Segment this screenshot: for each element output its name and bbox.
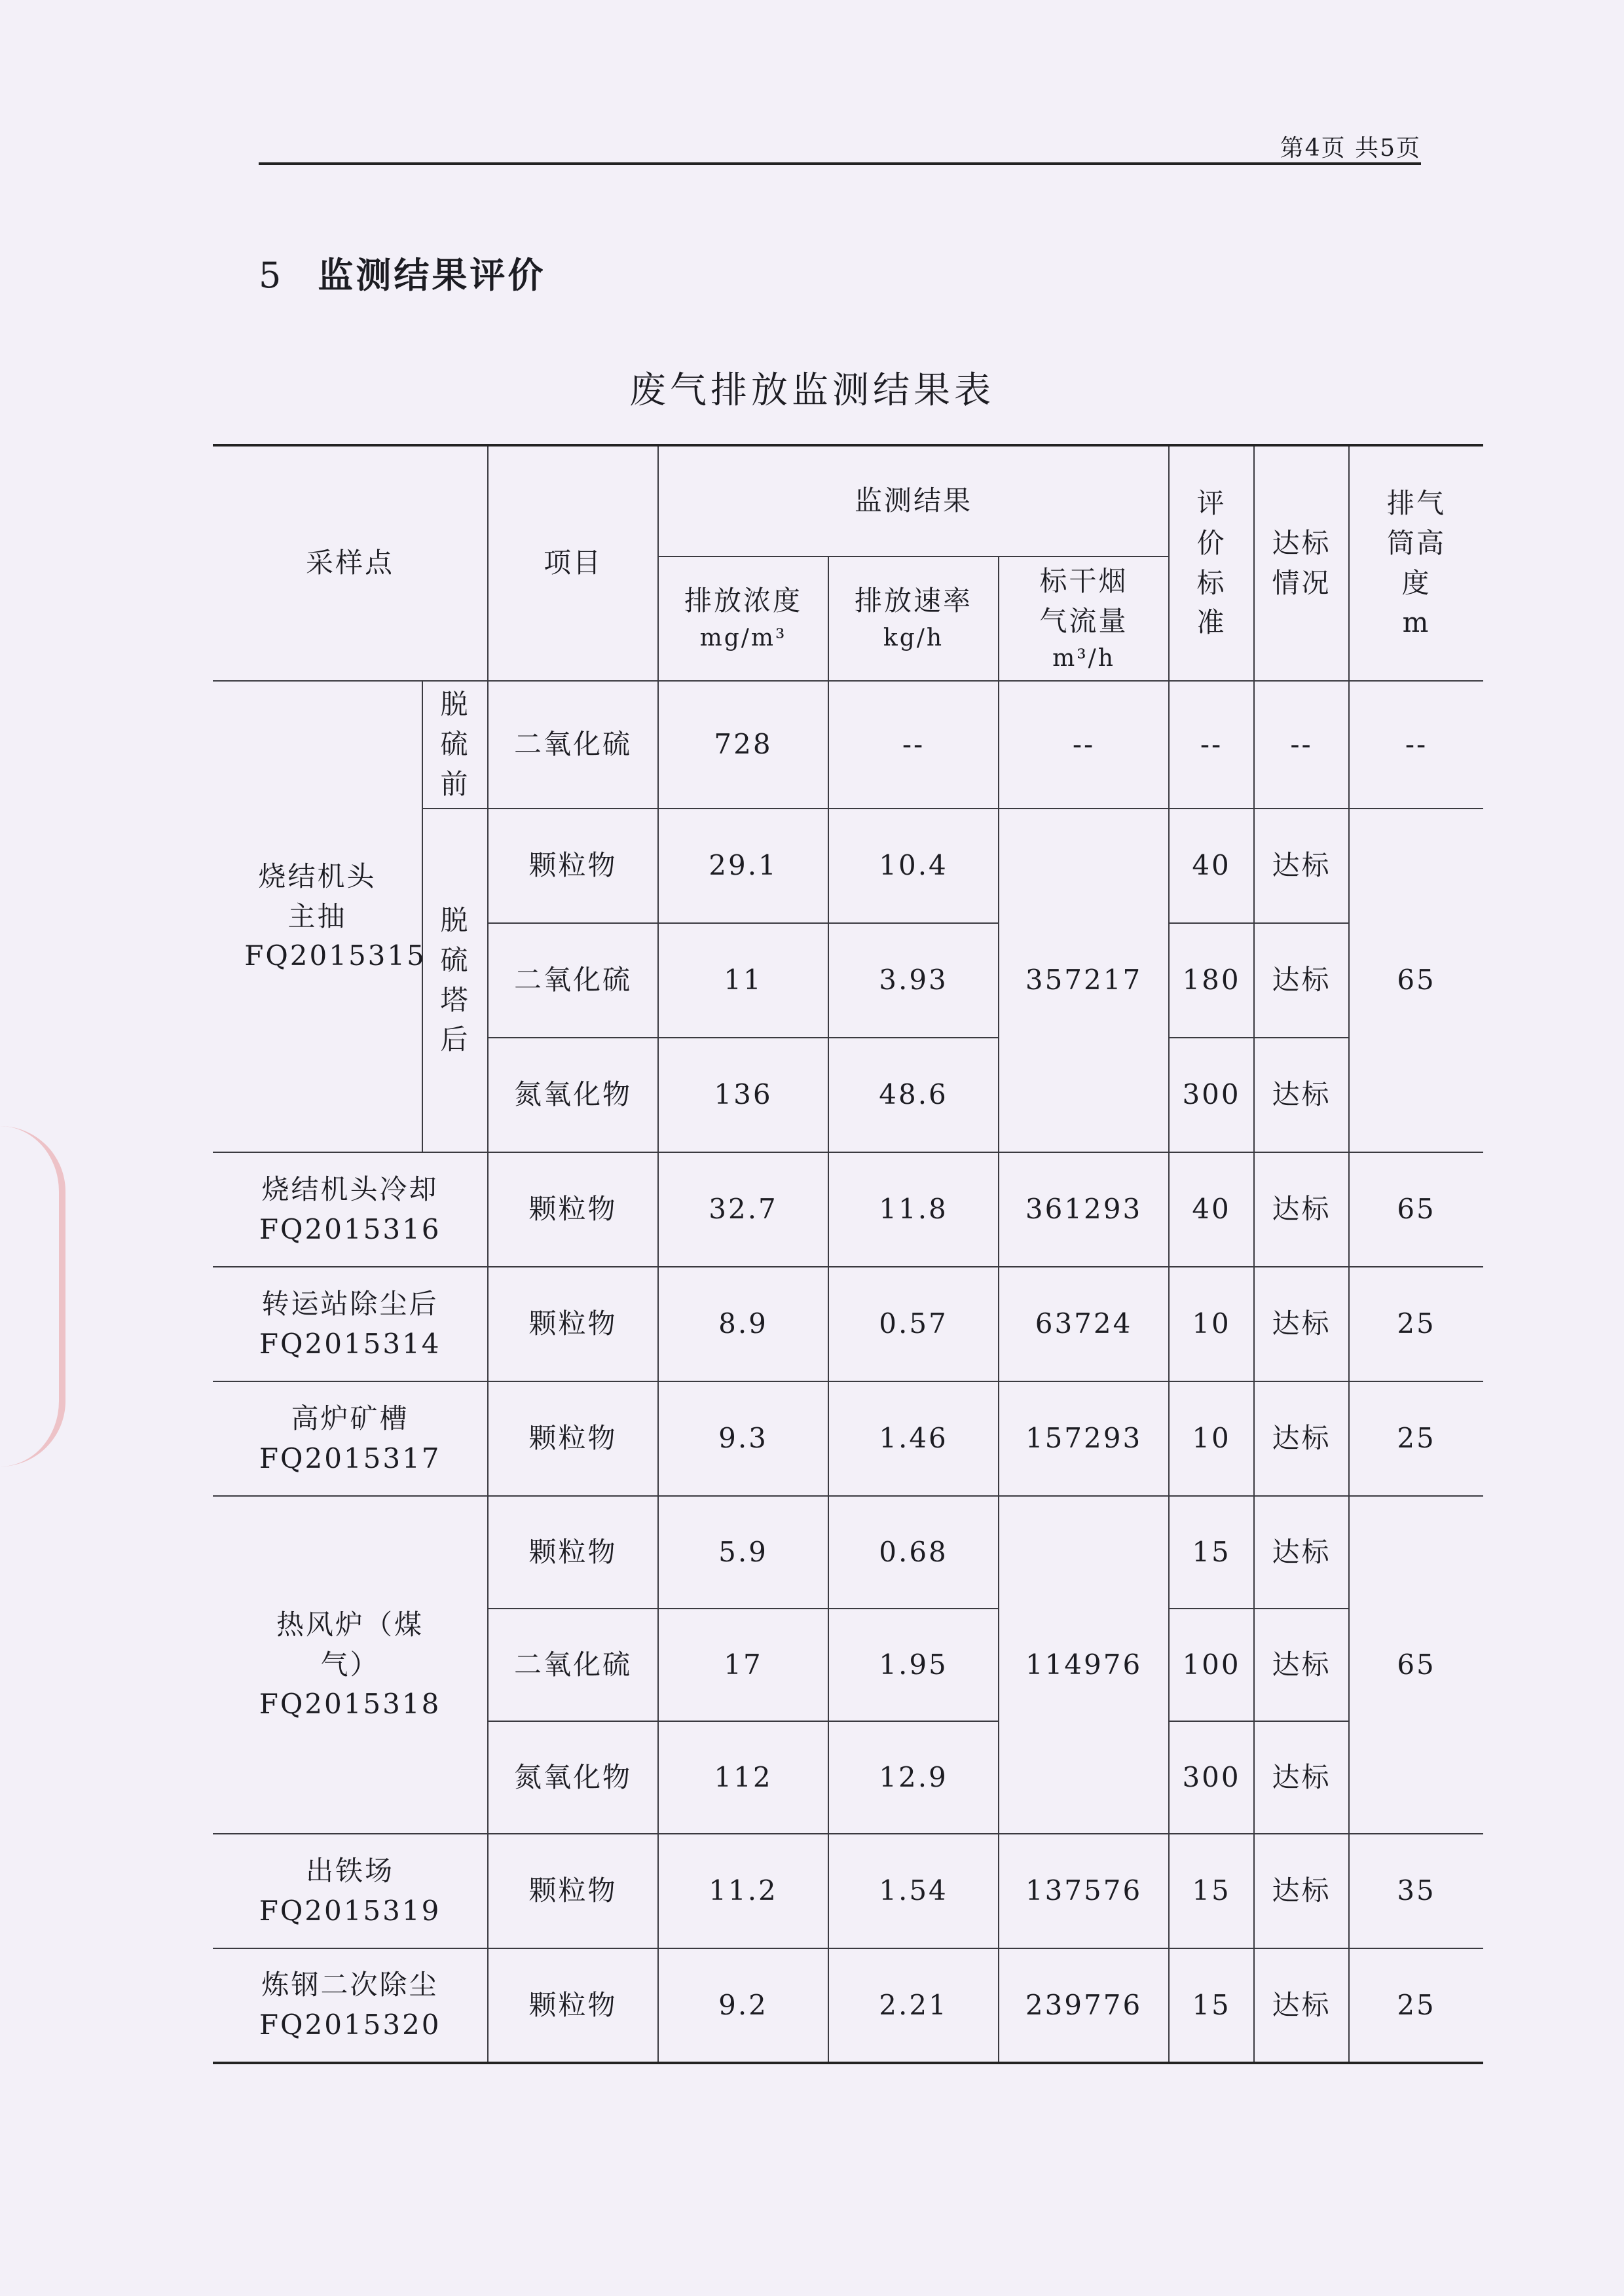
height-cell: 65 <box>1349 809 1483 1152</box>
table-row <box>213 1834 1483 1948</box>
rate-cell: 1.95 <box>828 1609 999 1721</box>
header-flow-unit: m³/h <box>1052 644 1115 672</box>
standard-cell: 40 <box>1169 1152 1254 1267</box>
sampling-point-cell <box>213 1948 488 2063</box>
standard-cell: -- <box>1169 681 1254 809</box>
concentration-cell: 9.2 <box>658 1948 828 2063</box>
stage-cell <box>422 809 488 1152</box>
standard-cell: 15 <box>1169 1834 1254 1948</box>
stage-name: 脱硫前 <box>440 688 470 800</box>
flow-cell: 137576 <box>999 1834 1169 1948</box>
header-rule <box>259 162 1421 165</box>
header-flow <box>999 556 1169 681</box>
flow-cell: 63724 <box>999 1267 1169 1381</box>
seal-watermark <box>0 1126 65 1467</box>
standard-cell: 15 <box>1169 1948 1254 2063</box>
height-cell: 35 <box>1349 1834 1483 1948</box>
item-cell: 颗粒物 <box>488 1381 658 1496</box>
compliance-cell: 达标 <box>1254 1038 1349 1152</box>
height-cell: 25 <box>1349 1381 1483 1496</box>
compliance-cell: 达标 <box>1254 1834 1349 1948</box>
header-standard <box>1169 445 1254 681</box>
concentration-cell: 136 <box>658 1038 828 1152</box>
height-cell: 65 <box>1349 1152 1483 1267</box>
rate-cell: 0.57 <box>828 1267 999 1381</box>
header-stack-unit: m <box>1402 606 1431 639</box>
item-cell: 颗粒物 <box>488 1948 658 2063</box>
rate-cell: 2.21 <box>828 1948 999 2063</box>
header-rate-label: 排放速率 <box>855 585 973 617</box>
item-cell: 颗粒物 <box>488 1496 658 1609</box>
header-stack-height-text: 排气筒高度 <box>1387 486 1447 599</box>
concentration-cell: 32.7 <box>658 1152 828 1267</box>
sampling-point-cell <box>213 681 426 1152</box>
header-rate-unit: kg/h <box>883 625 944 652</box>
header-concentration-label: 排放浓度 <box>684 585 803 617</box>
compliance-cell: 达标 <box>1254 1609 1349 1721</box>
rate-cell: 48.6 <box>828 1038 999 1152</box>
item-cell: 氮氧化物 <box>488 1038 658 1152</box>
standard-cell: 10 <box>1169 1267 1254 1381</box>
results-table <box>213 444 1483 2064</box>
compliance-cell: 达标 <box>1254 1152 1349 1267</box>
sampling-point-cell <box>213 1496 488 1834</box>
concentration-cell: 9.3 <box>658 1381 828 1496</box>
header-item: 项目 <box>488 445 658 681</box>
table-title: 废气排放监测结果表 <box>629 369 995 412</box>
compliance-cell: 达标 <box>1254 1496 1349 1609</box>
height-cell: 65 <box>1349 1496 1483 1834</box>
height-cell: -- <box>1349 681 1483 809</box>
compliance-cell: 达标 <box>1254 809 1349 923</box>
sampling-point-cell: 出铁场 FQ2015319 <box>213 1834 488 1948</box>
standard-cell: 15 <box>1169 1496 1254 1609</box>
sampling-point-name: 热风炉（煤气） FQ2015318 <box>259 1608 441 1721</box>
compliance-cell: -- <box>1254 681 1349 809</box>
table-row <box>213 1152 1483 1267</box>
sampling-point-cell <box>213 1381 488 1496</box>
item-cell: 颗粒物 <box>488 1267 658 1381</box>
header-stack-height <box>1349 445 1483 681</box>
table-row <box>213 1496 1483 1609</box>
section-title: 监测结果评价 <box>318 254 546 296</box>
table-row <box>213 1381 1483 1496</box>
concentration-cell: 5.9 <box>658 1496 828 1609</box>
flow-cell: 114976 <box>999 1496 1169 1834</box>
concentration-cell: 29.1 <box>658 809 828 923</box>
stage-cell <box>422 681 488 809</box>
sampling-point-cell <box>213 1267 488 1381</box>
header-results: 监测结果 <box>658 445 1169 556</box>
sampling-point-name: 烧结机头主抽 FQ2015315 <box>244 860 426 972</box>
page-number: 第4页 共5页 <box>1280 135 1421 162</box>
compliance-cell: 达标 <box>1254 1948 1349 2063</box>
flow-cell: 239776 <box>999 1948 1169 2063</box>
sampling-point-name: 炼钢二次除尘 FQ2015320 <box>259 1969 441 2041</box>
standard-cell: 180 <box>1169 923 1254 1038</box>
concentration-cell: 11.2 <box>658 1834 828 1948</box>
item-cell: 二氧化硫 <box>488 1609 658 1721</box>
concentration-cell: 17 <box>658 1609 828 1721</box>
sampling-point-name: 转运站除尘后 FQ2015314 <box>259 1287 441 1360</box>
compliance-cell: 达标 <box>1254 923 1349 1038</box>
rate-cell: -- <box>828 681 999 809</box>
rate-cell: 3.93 <box>828 923 999 1038</box>
table-row <box>213 1948 1483 2063</box>
header-concentration-unit: mg/m³ <box>699 625 787 652</box>
header-sampling-point: 采样点 <box>213 445 488 681</box>
flow-cell: 361293 <box>999 1152 1169 1267</box>
header-compliance <box>1254 445 1349 681</box>
sampling-point-cell <box>213 1152 488 1267</box>
rate-cell: 1.54 <box>828 1834 999 1948</box>
sampling-point-name: 烧结机头冷却 FQ2015316 <box>259 1173 441 1245</box>
flow-cell: -- <box>999 681 1169 809</box>
rate-cell: 0.68 <box>828 1496 999 1609</box>
table-row <box>213 1267 1483 1381</box>
section-heading <box>259 247 545 298</box>
item-cell: 颗粒物 <box>488 1834 658 1948</box>
stage-name: 脱硫塔后 <box>440 903 470 1056</box>
flow-cell: 157293 <box>999 1381 1169 1496</box>
concentration-cell: 11 <box>658 923 828 1038</box>
concentration-cell: 728 <box>658 681 828 809</box>
item-cell: 二氧化硫 <box>488 923 658 1038</box>
rate-cell: 10.4 <box>828 809 999 923</box>
compliance-cell: 达标 <box>1254 1721 1349 1834</box>
concentration-cell: 8.9 <box>658 1267 828 1381</box>
standard-cell: 300 <box>1169 1721 1254 1834</box>
header-compliance-text: 达标情况 <box>1272 526 1331 599</box>
standard-cell: 300 <box>1169 1038 1254 1152</box>
header-rate <box>828 556 999 681</box>
header-flow-label: 标干烟气流量 <box>1039 565 1128 637</box>
concentration-cell: 112 <box>658 1721 828 1834</box>
height-cell: 25 <box>1349 1267 1483 1381</box>
rate-cell: 1.46 <box>828 1381 999 1496</box>
header-standard-text: 评价标准 <box>1196 486 1227 639</box>
rate-cell: 11.8 <box>828 1152 999 1267</box>
table-row <box>213 681 1483 809</box>
item-cell: 二氧化硫 <box>488 681 658 809</box>
height-cell: 25 <box>1349 1948 1483 2063</box>
standard-cell: 40 <box>1169 809 1254 923</box>
item-cell: 颗粒物 <box>488 1152 658 1267</box>
sampling-point-name: 高炉矿槽 FQ2015317 <box>259 1402 441 1474</box>
compliance-cell: 达标 <box>1254 1381 1349 1496</box>
flow-cell: 357217 <box>999 809 1169 1152</box>
item-cell: 氮氧化物 <box>488 1721 658 1834</box>
item-cell: 颗粒物 <box>488 809 658 923</box>
header-concentration <box>658 556 828 681</box>
standard-cell: 100 <box>1169 1609 1254 1721</box>
compliance-cell: 达标 <box>1254 1267 1349 1381</box>
rate-cell: 12.9 <box>828 1721 999 1834</box>
section-number: 5 <box>259 255 284 296</box>
standard-cell: 10 <box>1169 1381 1254 1496</box>
